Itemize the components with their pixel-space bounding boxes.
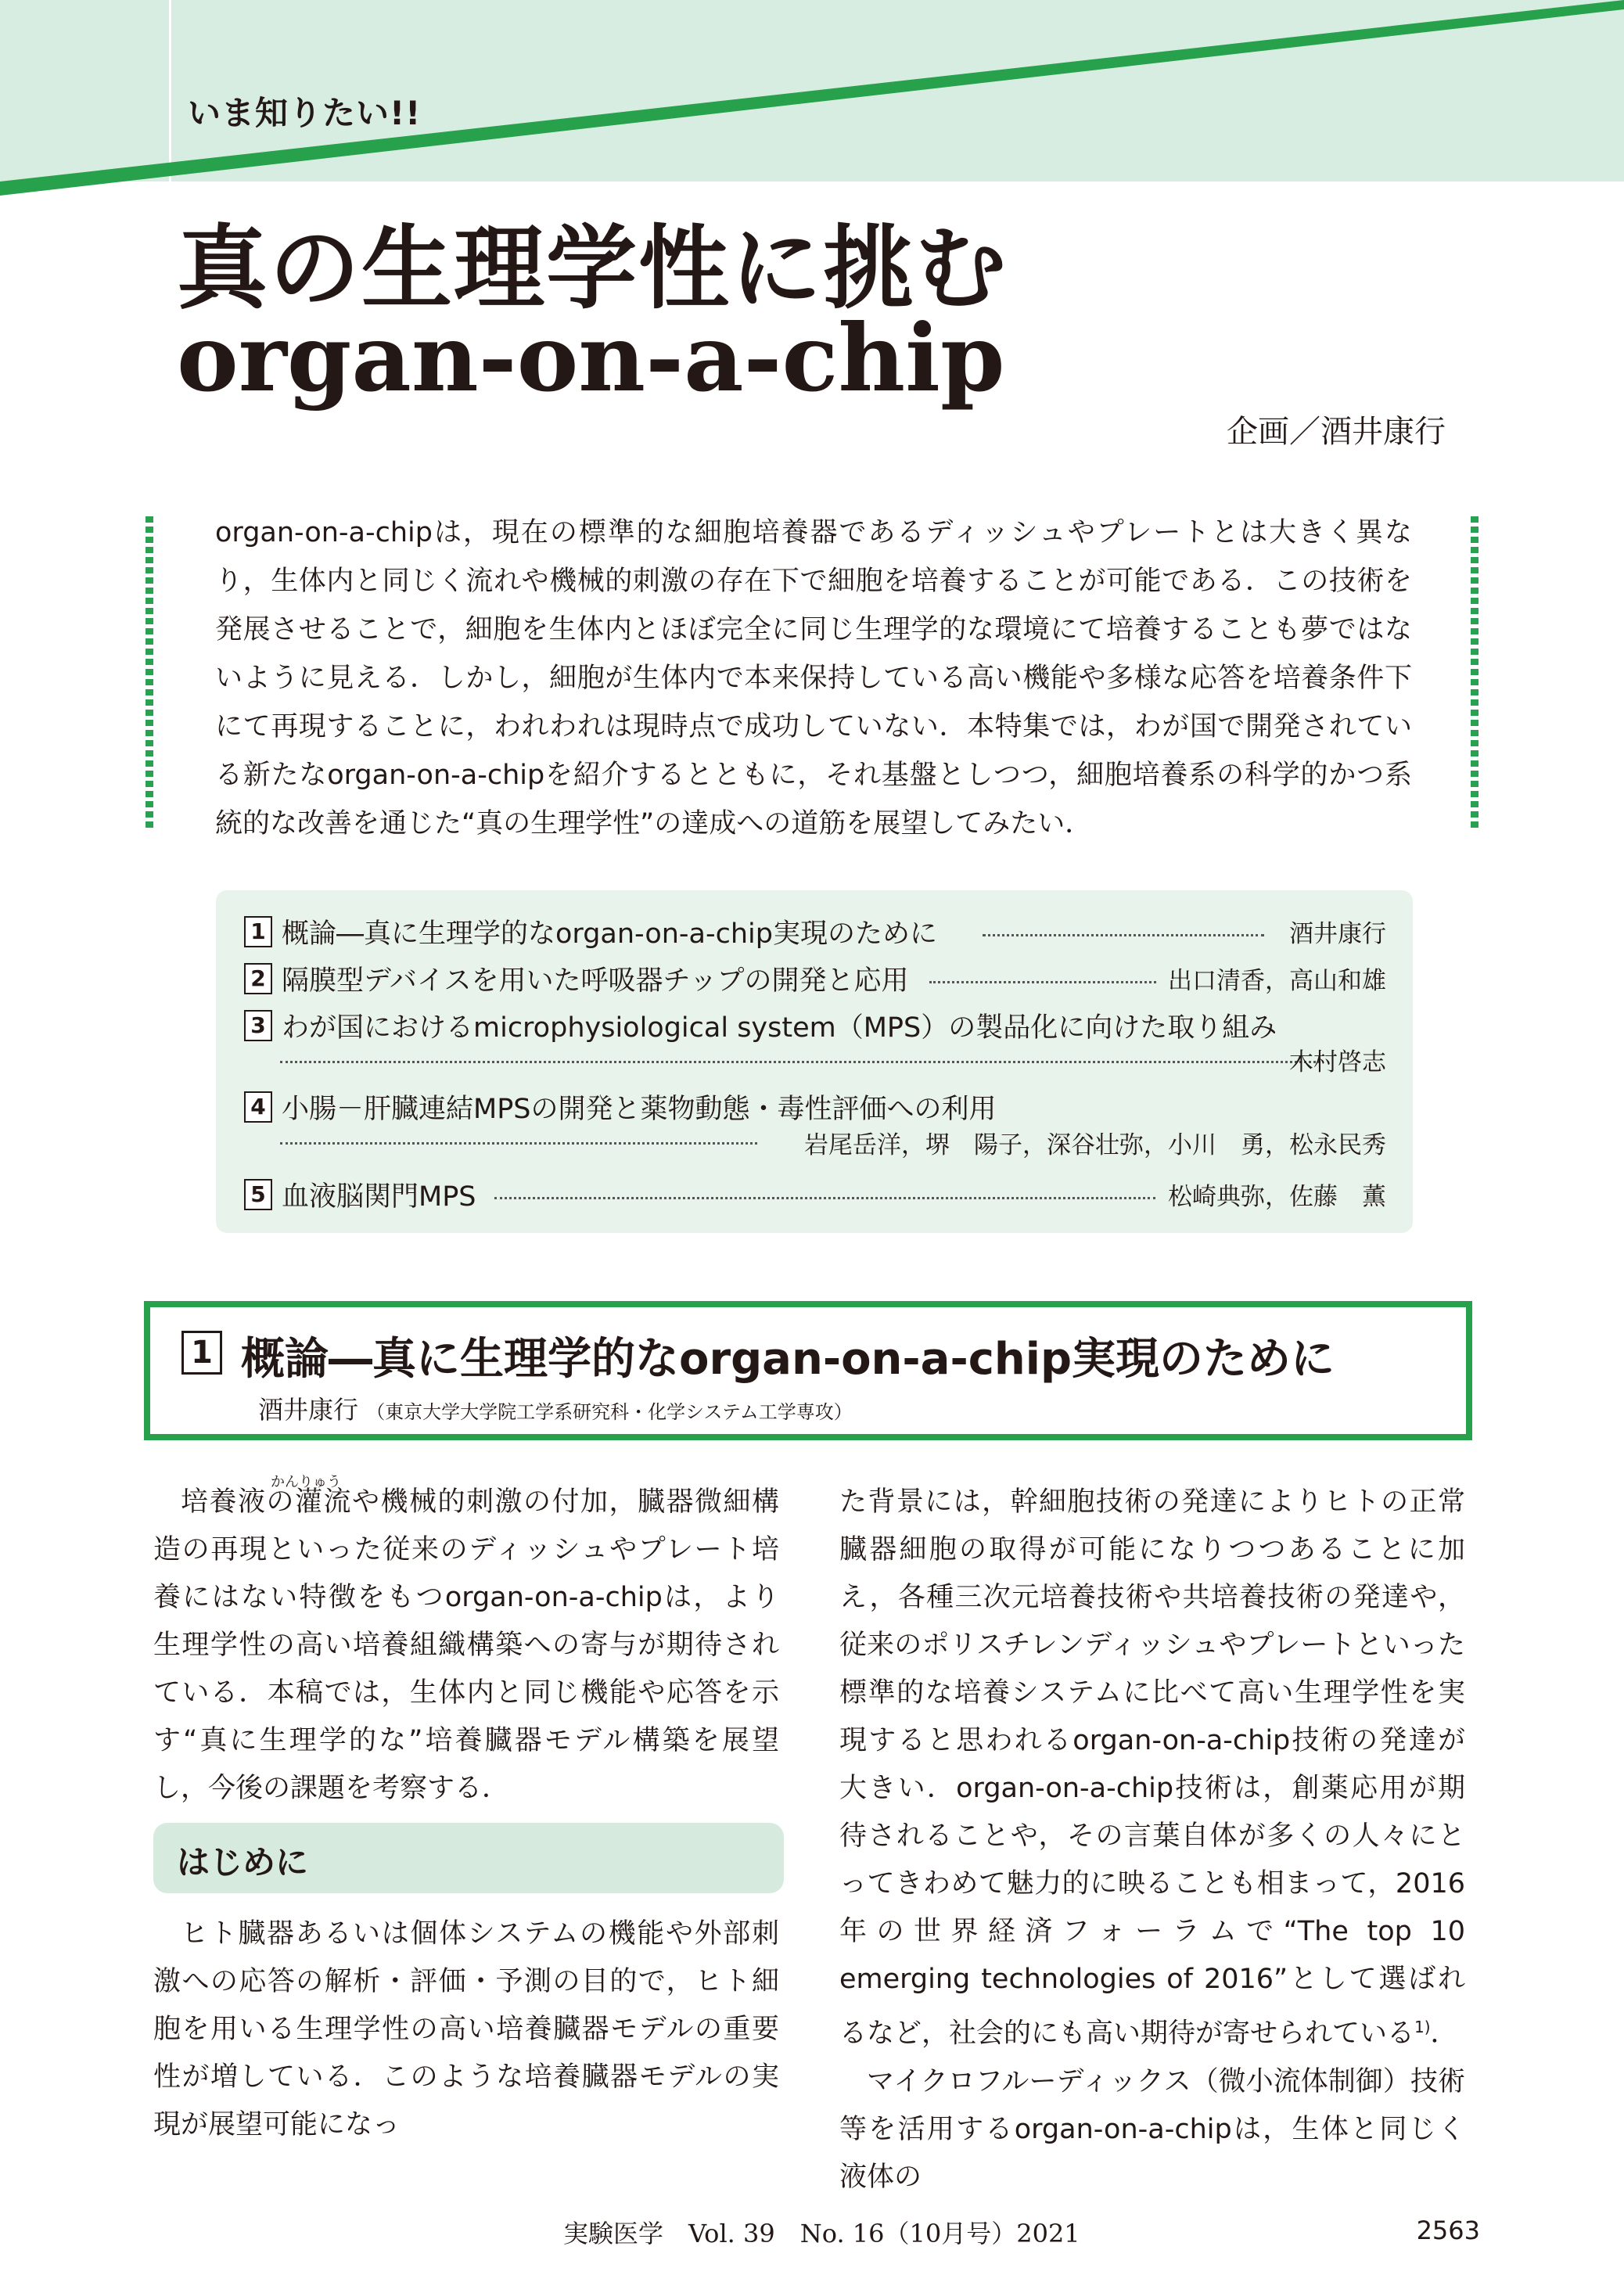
toc-leader	[494, 1197, 1155, 1199]
journal-footer: 実験医学 Vol. 39 No. 16（10月号）2021	[563, 2219, 1080, 2248]
body-paragraph: マイクロフルーディックス（微小流体制御）技術等を活用するorgan-on-a-chipは，生体と同じく液体の	[839, 2065, 1465, 2193]
section-header-box	[144, 1301, 1472, 1440]
toc-leader	[280, 1142, 757, 1145]
toc-author: 松崎典弥，佐藤 薫	[1168, 1183, 1386, 1211]
ruby-annotation: かんりゅう	[271, 1474, 341, 1490]
section-author: 酒井康行	[258, 1395, 359, 1425]
toc-item-3[interactable]	[244, 1006, 1277, 1045]
body-paragraph: ヒト臓器あるいは個体システムの機能や外部刺激への応答の解析・評価・予測の目的で，ヒト細胞を用いる生理学性の高い培養臓器モデルの重要性が増している．このような培養臓器モデルの実現が展望可能になっ	[153, 1918, 779, 2140]
body-paragraph	[839, 1479, 1465, 2058]
body-paragraph: 培養液の灌流や機械的刺激の付加，臓器微細構造の再現といった従来のディッシュやプレート培養にはない特徴をもつorgan-on-a-chipは，より生理学性の高い培養組織構築への寄与が期待されている．本稿では，生体内と同じ機能や応答を示す“真に生理学的な”培養臓器モデル構築を展望し，今後の課題を考察する．	[153, 1486, 779, 1804]
toc-number: 1	[244, 916, 272, 947]
body-text: た背景には，幹細胞技術の発達によりヒトの正常臓器細胞の取得が可能になりつつあることに加え，各種三次元培養技術や共培養技術の発達や，従来のポリスチレンディッシュやプレートといった標準的な培養システムに比べて高い生理学性を実現すると思われるorgan-on-a-chip技術の発達が大きい．organ-on-a-chip技術は，創薬応用が期待されることや，その言葉自体が多くの人々にとってきわめて魅力的に映ることも相まって，2016年の世界経済フォーラムで“The top 10 emerging technologies of 2016”として選ばれるなど，社会的にも高い期待が寄せられている	[839, 1486, 1465, 2050]
body-text: ．	[1430, 2018, 1458, 2050]
toc-number: 3	[244, 1010, 272, 1041]
toc-number: 5	[244, 1179, 272, 1210]
abstract-right-bar	[1471, 516, 1478, 829]
toc-title: 概論―真に生理学的なorgan-on-a-chip実現のために	[282, 918, 937, 950]
toc-leader	[983, 934, 1264, 936]
toc-title: 隔膜型デバイスを用いた呼吸器チップの開発と応用	[282, 965, 909, 997]
abstract-left-bar	[146, 516, 153, 829]
section-author-line	[258, 1390, 853, 1426]
section-title: 概論―真に生理学的なorgan-on-a-chip実現のために	[241, 1334, 1335, 1385]
toc-author: 岩尾岳洋，堺 陽子，深谷壮弥，小川 勇，松永民秀	[804, 1131, 1386, 1159]
toc-leader	[280, 1061, 1320, 1063]
section-number: 1	[181, 1331, 222, 1375]
section-affiliation: （東京大学大学院工学系研究科・化学システム工学専攻）	[366, 1401, 853, 1423]
body-column-left-lower	[153, 1910, 779, 2149]
feature-subtitle: organ-on-a-chip	[177, 304, 1005, 412]
toc-title: 小腸－肝臓連結MPSの開発と薬物動態・毒性評価への利用	[282, 1094, 997, 1125]
section-heading-box	[153, 1823, 784, 1893]
body-column-left	[153, 1479, 779, 1813]
toc-number: 2	[244, 963, 272, 994]
feature-abstract: organ-on-a-chipは，現在の標準的な細胞培養器であるディッシュやプレートとは大きく異なり，生体内と同じく流れや機械的刺激の存在下で細胞を培養することが可能である．この技術を発展させることで，細胞を生体内とほぼ完全に同じ生理学的な環境にて培養することも夢ではないように見える．しかし，細胞が生体内で本来保持している高い機能や多様な応答を培養条件下にて再現することに，われわれは現時点で成功していない．本特集では，わが国で開発されている新たなorgan-on-a-chipを紹介するとともに，それ基盤としつつ，細胞培養系の科学的かつ系統的な改善を通じた“真の生理学性”の達成への道筋を展望してみたい．	[215, 517, 1412, 839]
page-number: 2563	[1416, 2216, 1480, 2245]
toc-number: 4	[244, 1091, 272, 1123]
feature-title: 真の生理学性に挑む	[177, 215, 1008, 322]
toc-author: 出口清香，高山和雄	[1168, 967, 1386, 995]
toc-item-1[interactable]	[244, 912, 937, 951]
toc-item-2[interactable]	[244, 959, 909, 998]
feature-planner: 企画／酒井康行	[1227, 414, 1446, 450]
toc-title: 血液脳関門MPS	[282, 1181, 476, 1213]
toc-item-4[interactable]	[244, 1087, 997, 1127]
body-column-right	[839, 1479, 1465, 2201]
series-tag: いま知りたい!!	[188, 94, 422, 132]
reference-marker[interactable]: 1)	[1414, 2018, 1431, 2036]
toc-item-5[interactable]	[244, 1175, 476, 1214]
toc-leader	[929, 981, 1156, 983]
toc-author: 木村啓志	[1289, 1048, 1386, 1076]
table-of-contents	[216, 890, 1413, 1233]
toc-title: わが国におけるmicrophysiological system（MPS）の製品化に向けた取り組み	[282, 1012, 1277, 1044]
toc-author: 酒井康行	[1289, 920, 1386, 948]
section-heading: はじめに	[177, 1843, 309, 1881]
